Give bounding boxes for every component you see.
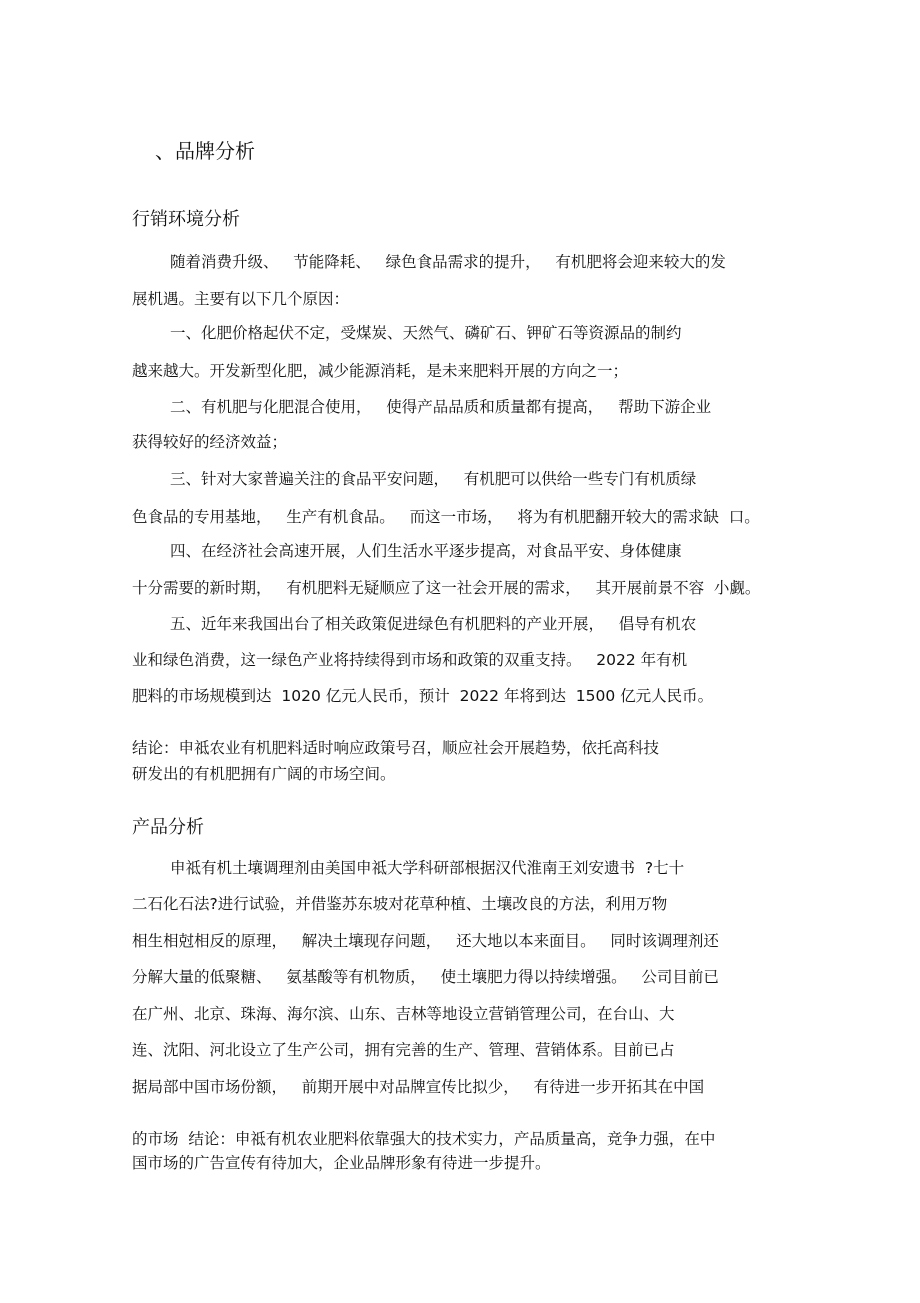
paragraph-line: 色食品的专用基地， 生产有机食品。 而这一市场， 将为有机肥翻开较大的需求缺 口。 (132, 508, 760, 526)
paragraph-line: 相生相尅相反的原理， 解决土壤现存问题， 还大地以本来面目。 同时该调理剂还 (132, 932, 719, 950)
conclusion-line: 研发出的有机肥拥有广阔的市场空间。 (132, 765, 396, 783)
conclusion-line: 国市场的广告宣传有待加大，企业品牌形象有待进一步提升。 (132, 1154, 551, 1172)
paragraph-line: 获得较好的经济效益； (132, 433, 288, 451)
paragraph-line: 肥料的市场规模到达 1020 亿元人民币，预计 2022 年将到达 1500 亿元人民币。 (132, 687, 714, 705)
page-title: 、品牌分析 (155, 139, 255, 163)
paragraph-line: 三、针对大家普遍关注的食品平安问题， 有机肥可以供给一些专门有机质绿 (170, 470, 697, 488)
conclusion-line: 的市场 结论：申祗有机农业肥料依靠强大的技术实力，产品质量高，竞争力强，在中 (132, 1130, 716, 1148)
paragraph-line: 一、化肥价格起伏不定，受煤炭、天然气、磷矿石、钾矿石等资源品的制约 (170, 324, 682, 342)
paragraph-line: 四、在经济社会高速开展，人们生活水平逐步提高，对食品平安、身体健康 (170, 542, 682, 560)
paragraph-line: 据局部中国市场份额， 前期开展中对品牌宣传比拟少， 有待进一步开拓其在中国 (132, 1078, 705, 1096)
paragraph-line: 随着消费升级、 节能降耗、 绿色食品需求的提升， 有机肥将会迎来较大的发 (170, 253, 726, 271)
paragraph-line: 二、有机肥与化肥混合使用， 使得产品品质和质量都有提高， 帮助下游企业 (170, 398, 712, 416)
section-heading-product-analysis: 产品分析 (132, 817, 204, 838)
paragraph-line: 展机遇。主要有以下几个原因： (132, 290, 350, 308)
paragraph-line: 在广州、北京、珠海、海尔滨、山东、吉林等地设立营销管理公司，在台山、大 (132, 1005, 675, 1023)
paragraph-line: 五、近年来我国出台了相关政策促进绿色有机肥料的产业开展， 倡导有机农 (170, 615, 697, 633)
conclusion-line: 结论：申祗农业有机肥料适时响应政策号召，顺应社会开展趋势，依托高科技 (132, 739, 660, 757)
paragraph-line: 越来越大。开发新型化肥，减少能源消耗，是未来肥料开展的方向之一； (132, 362, 629, 380)
paragraph-line: 二石化石法?进行试验，并借鉴苏东坡对花草种植、土壤改良的方法，利用万物 (132, 895, 668, 913)
paragraph-line: 业和绿色消费，这一绿色产业将持续得到市场和政策的双重支持。 2022 年有机 (132, 651, 688, 669)
paragraph-line: 申祗有机土壤调理剂由美国申祗大学科研部根据汉代淮南王刘安遗书 ?七十 (170, 859, 685, 877)
section-heading-marketing-environment: 行销环境分析 (132, 209, 240, 230)
paragraph-line: 连、沈阳、河北设立了生产公司，拥有完善的生产、管理、营销体系。目前已占 (132, 1041, 675, 1059)
paragraph-line: 分解大量的低聚糖、 氨基酸等有机物质， 使土壤肥力得以持续增强。 公司目前已 (132, 968, 719, 986)
paragraph-line: 十分需要的新时期， 有机肥料无疑顺应了这一社会开展的需求， 其开展前景不容 小觑。 (132, 579, 761, 597)
